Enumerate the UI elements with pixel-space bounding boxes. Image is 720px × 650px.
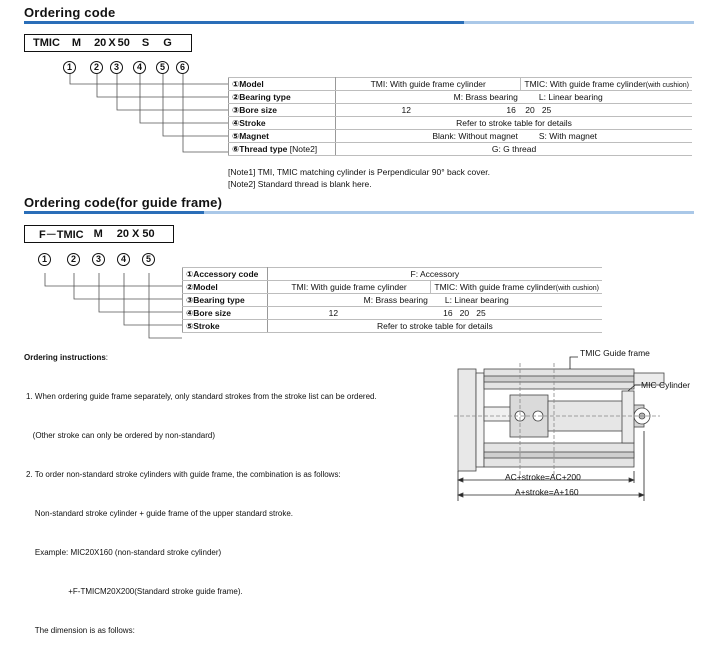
section2-title-bar-tail [204,211,694,214]
code-circle-3: 3 [110,61,123,74]
code-part-thread: G [163,37,172,49]
section1-spec-table [228,77,692,156]
section2-spec-table [182,267,602,333]
code-circle-3: 3 [92,253,105,266]
spec-label: ③Bore size [229,104,336,117]
dimension-a-stroke: A+stroke=A+160 [515,487,579,497]
spec-value: F: Accessory [267,268,602,281]
code-circle-5: 5 [142,253,155,266]
code-part-series: TMIC [33,37,60,49]
instruction-line: 2. To order non-standard stroke cylinders with guide frame, the combination is as follows: [26,470,341,479]
instruction-line: (Other stroke can only be ordered by non-standard) [26,431,215,440]
note-2: [Note2] Standard thread is blank here. [228,179,372,189]
code-circle-5: 5 [156,61,169,74]
spec-value: 16 20 25 [399,307,602,320]
code-circle-2: 2 [90,61,103,74]
spec-value: S: With magnet [521,130,692,143]
code-part-series: F－TMIC [39,229,84,241]
spec-label: ②Model [183,281,268,294]
spec-value: 16 20 25 [476,104,692,117]
label-cylinder: MIC Cylinder [641,380,691,390]
spec-label: ①Model [229,78,336,91]
spec-row-bearing [229,91,693,104]
spec-label: ①Accessory code [183,268,268,281]
code-circle-4: 4 [117,253,130,266]
code-part-bore: 20 [116,228,130,240]
code-circle-6: 6 [176,61,189,74]
instructions-heading: Ordering instructions: [24,353,109,362]
code-part-bearing: M [93,228,103,240]
instruction-line: Example: MIC20X160 (non-standard stroke cylinder) [26,548,222,557]
spec-value: TMIC: With guide frame cylinder(with cushion) [521,78,692,91]
spec-value: 12 [267,307,399,320]
dimension-ac-stroke: AC+stroke=AC+200 [505,472,581,482]
instruction-line: +F-TMICM20X200(Standard stroke guide frame). [26,587,243,596]
spec-row-thread [229,143,693,156]
label-guide-frame: TMIC Guide frame [580,348,650,358]
code-circle-4: 4 [133,61,146,74]
spec-label: ④Bore size [183,307,268,320]
code-circle-1: 1 [63,61,76,74]
instruction-line: Non-standard stroke cylinder + guide frame of the upper standard stroke. [26,509,294,518]
code-circle-1: 1 [38,253,51,266]
code-circle-2: 2 [67,253,80,266]
spec-value: M: Brass bearing [267,294,431,307]
spec-row-stroke [229,117,693,130]
spec-value: Blank: Without magnet [336,130,521,143]
spec-row-accessory [183,268,603,281]
spec-value: G: G thread [336,143,692,156]
spec-value: Refer to stroke table for details [267,320,602,333]
section2-title: Ordering code(for guide frame) [24,195,223,210]
spec-value: Refer to stroke table for details [336,117,692,130]
order-code-example-frame [24,225,174,243]
spec-label: ⑥Thread type [Note2] [229,143,336,156]
spec-label: ⑤Magnet [229,130,336,143]
spec-label: ④Stroke [229,117,336,130]
spec-value: L: Linear bearing [521,91,692,104]
spec-row-bore [229,104,693,117]
instruction-line: 1. When ordering guide frame separately, only standard strokes from the stroke list can be ordered. [26,392,377,401]
spec-value: TMIC: With guide frame cylinder(with cushion) [431,281,602,294]
section1-title: Ordering code [24,5,116,20]
spec-row-model [229,78,693,91]
spec-row-bearing [183,294,603,307]
spec-value: 12 [336,104,477,117]
spec-value: L: Linear bearing [431,294,602,307]
spec-row-stroke [183,320,603,333]
spec-value: M: Brass bearing [336,91,521,104]
spec-value: TMI: With guide frame cylinder [336,78,521,91]
spec-value: TMI: With guide frame cylinder [267,281,431,294]
code-part-x: X [132,228,140,240]
spec-row-bore [183,307,603,320]
spec-row-magnet [229,130,693,143]
code-part-stroke: 50 [117,37,130,49]
spec-row-model [183,281,603,294]
code-part-magnet: S [141,37,150,49]
spec-label: ③Bearing type [183,294,268,307]
note-1: [Note1] TMI, TMIC matching cylinder is Perpendicular 90° back cover. [228,167,490,177]
spec-label: ⑤Stroke [183,320,268,333]
spec-label: ②Bearing type [229,91,336,104]
code-part-stroke: 50 [142,228,155,240]
code-part-x: X [108,37,116,49]
instruction-line: The dimension is as follows: [26,626,135,635]
section2-title-bar [24,211,204,214]
code-part-bearing: M [71,37,82,49]
code-part-bore: 20 [94,37,107,49]
instructions-list [26,364,377,650]
